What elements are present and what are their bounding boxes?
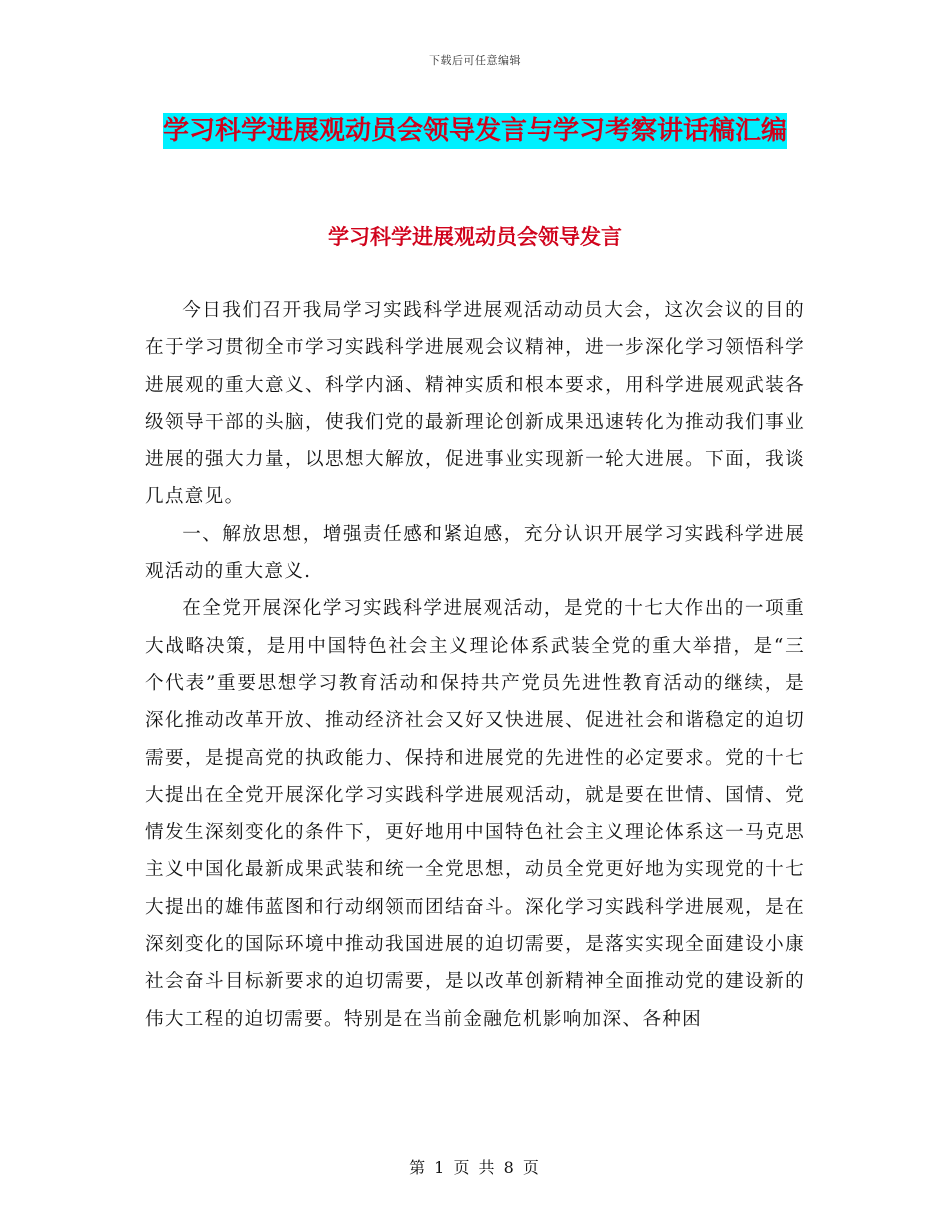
page-number: 第 1 页 共 8 页 (409, 1158, 541, 1177)
document-body (145, 292, 805, 1038)
paragraph-intro: 今日我们召开我局学习实践科学进展观活动动员大会，这次会议的目的在于学习贯彻全市学习实践科学进展观会议精神，进一步深化学习领悟科学进展观的重大意义、科学内涵、精神实质和根本要求，用科学进展观武装各级领导干部的头脑，使我们党的最新理论创新成果迅速转化为推动我们事业进展的强大力量，以思想大解放，促进事业实现新一轮大进展。下面，我谈几点意见。 (145, 300, 805, 508)
paragraph-heading-one: 一、解放思想，增强责任感和紧迫感，充分认识开展学习实践科学进展观活动的重大意义. (145, 523, 805, 583)
document-title (150, 108, 800, 155)
document-title-text: 学习科学进展观动员会领导发言与学习考察讲话稿汇编 (163, 113, 787, 149)
section-title: 学习科学进展观动员会领导发言 (328, 225, 622, 249)
header-note: 下载后可任意编辑 (429, 54, 521, 67)
paragraph-significance: 在全党开展深化学习实践科学进展观活动，是党的十七大作出的一项重大战略决策，是用中国特色社会主义理论体系武装全党的重大举措，是“三个代表”重要思想学习教育活动和保持共产党员先进性教育活动的继续，是深化推动改革开放、推动经济社会又好又快进展、促进社会和谐稳定的迫切需要，是提高党的执政能力、保持和进展党的先进性的必定要求。党的十七大提出在全党开展深化学习实践科学进展观活动，就是要在世情、国情、党情发生深刻变化的条件下，更好地用中国特色社会主义理论体系这一马克思主义中国化最新成果武装和统一全党思想，动员全党更好地为实现党的十七大提出的雄伟蓝图和行动纲领而团结奋斗。深化学习实践科学进展观，是在深刻变化的国际环境中推动我国进展的迫切需要，是落实实现全面建设小康社会奋斗目标新要求的迫切需要，是以改革创新精神全面推动党的建设新的伟大工程的迫切需要。特别是在当前金融危机影响加深、各种困 (145, 598, 805, 1030)
